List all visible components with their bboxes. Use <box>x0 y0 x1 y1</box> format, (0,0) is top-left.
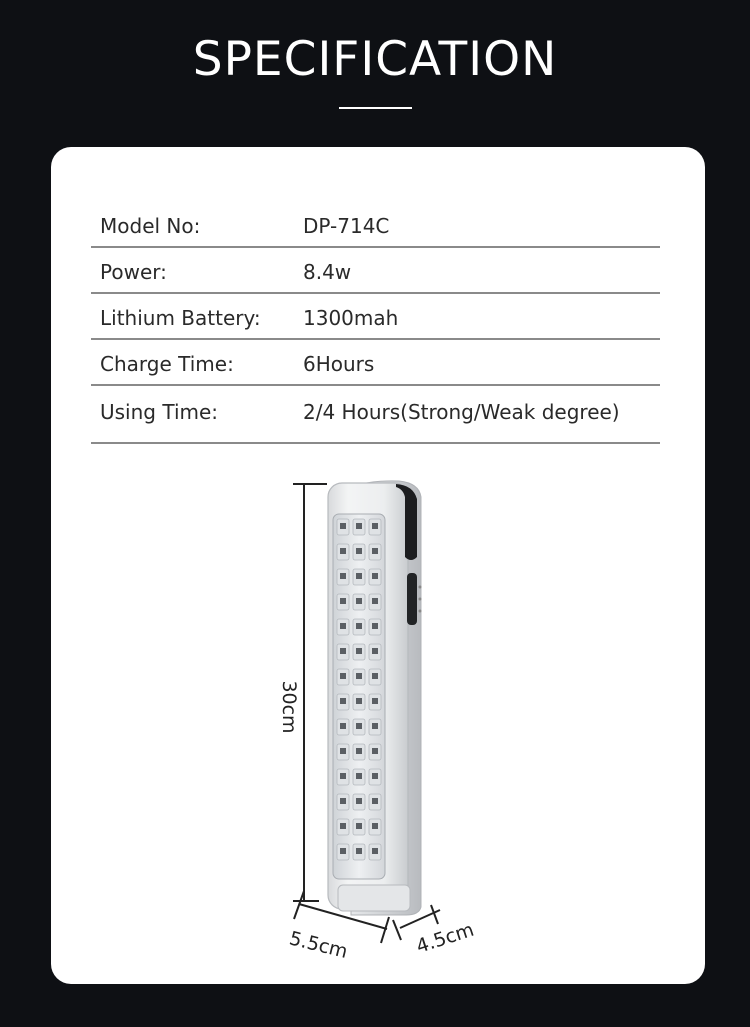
led-chip <box>372 623 378 629</box>
led-chip <box>340 573 346 579</box>
led-chip <box>340 848 346 854</box>
led-chip <box>372 548 378 554</box>
led-chip <box>372 573 378 579</box>
page-title: SPECIFICATION <box>192 32 558 87</box>
led-chip <box>340 723 346 729</box>
led-chip <box>372 698 378 704</box>
spec-label: Using Time: <box>100 400 219 424</box>
led-chip <box>372 748 378 754</box>
led-chip <box>372 723 378 729</box>
led-chip <box>372 648 378 654</box>
title-underline <box>339 107 412 109</box>
spec-label: Power: <box>100 260 167 284</box>
spec-label: Model No: <box>100 214 201 238</box>
led-chip <box>356 548 362 554</box>
led-chip <box>356 823 362 829</box>
led-chip <box>340 698 346 704</box>
led-chip <box>340 623 346 629</box>
led-chip <box>356 848 362 854</box>
led-chip <box>356 648 362 654</box>
led-chip <box>340 823 346 829</box>
led-chip <box>340 598 346 604</box>
led-chip <box>372 673 378 679</box>
led-chip <box>356 573 362 579</box>
led-chip <box>340 548 346 554</box>
led-chip <box>340 798 346 804</box>
led-chip <box>356 673 362 679</box>
led-chip <box>372 523 378 529</box>
led-chip <box>372 598 378 604</box>
led-chip <box>356 723 362 729</box>
spec-value: DP-714C <box>303 214 390 238</box>
led-chip <box>372 798 378 804</box>
spec-card <box>51 147 705 984</box>
lamp-body <box>328 481 422 915</box>
led-chip <box>356 523 362 529</box>
spec-label: Charge Time: <box>100 352 234 376</box>
spec-value: 8.4w <box>303 260 352 284</box>
led-chip <box>356 748 362 754</box>
led-chip <box>356 598 362 604</box>
led-chip <box>372 823 378 829</box>
led-chip <box>340 523 346 529</box>
led-chip <box>356 798 362 804</box>
spec-label: Lithium Battery: <box>100 306 261 330</box>
spec-value: 2/4 Hours(Strong/Weak degree) <box>303 400 620 424</box>
led-chip <box>340 773 346 779</box>
led-chip <box>340 648 346 654</box>
height-label: 30cm <box>278 680 300 734</box>
lamp-illustration <box>51 147 705 984</box>
led-chip <box>356 773 362 779</box>
width-label: 5.5cm <box>287 927 350 964</box>
led-chip <box>372 773 378 779</box>
led-chip <box>340 748 346 754</box>
spec-value: 6Hours <box>303 352 375 376</box>
led-chip <box>356 698 362 704</box>
spec-value: 1300mah <box>303 306 399 330</box>
depth-label: 4.5cm <box>413 918 477 958</box>
led-chip <box>356 623 362 629</box>
led-chip <box>372 848 378 854</box>
led-chip <box>340 673 346 679</box>
